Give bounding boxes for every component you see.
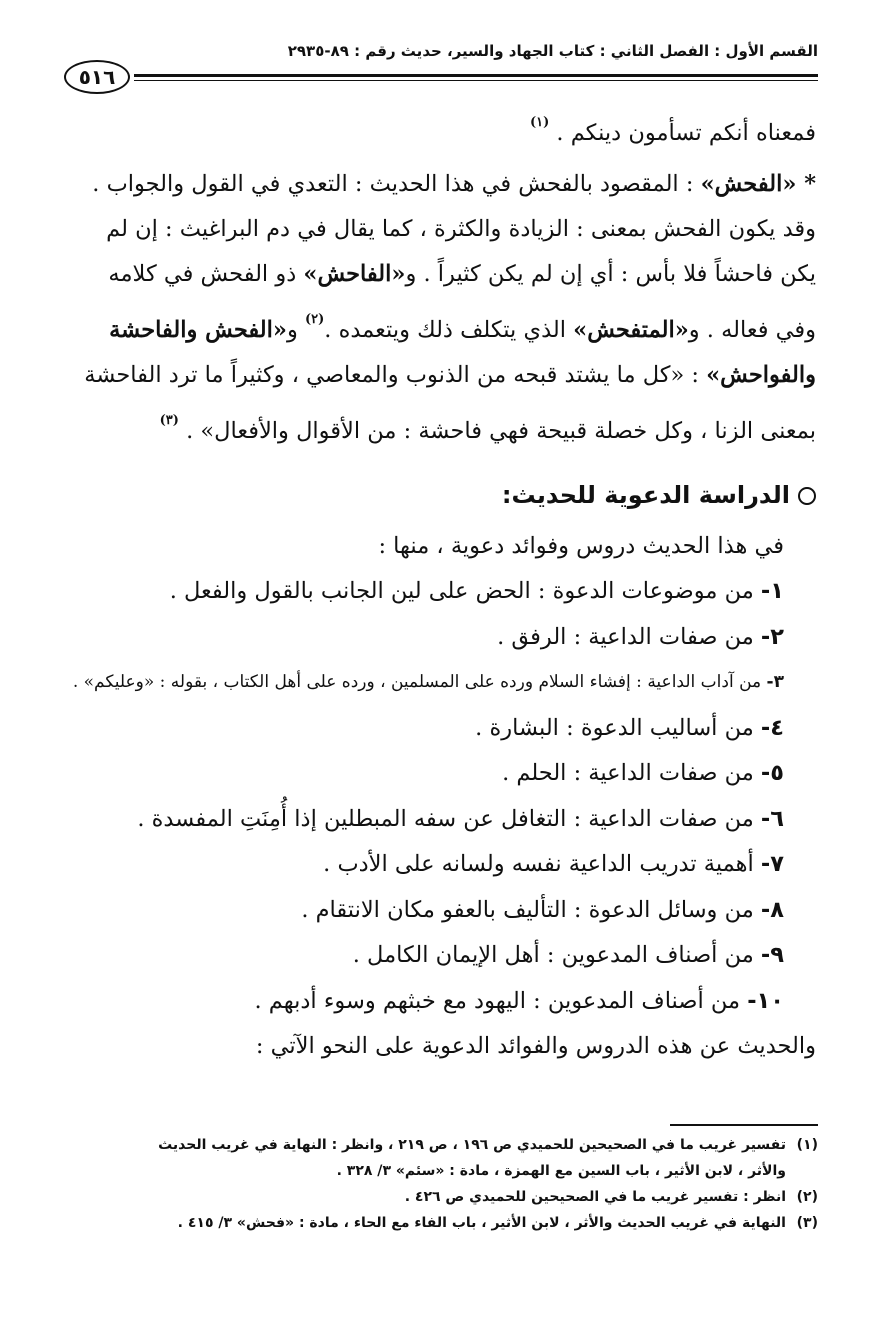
circle-bullet-icon	[798, 487, 816, 505]
footnote-2	[72, 1184, 818, 1210]
item-text: من أساليب الدعوة : البشارة .	[475, 714, 754, 741]
item-number: ١٠-	[747, 987, 784, 1014]
list-item	[70, 615, 784, 661]
item-number: ٧-	[760, 851, 784, 877]
main-text	[70, 100, 816, 1069]
section-heading-text: الدراسة الدعوية للحديث:	[501, 481, 790, 509]
item-number: ٢-	[760, 623, 784, 650]
definition-text: بمعنى الزنا ، وكل خصلة قبيحة فهي فاحشة : من الأقوال والأفعال» .	[186, 418, 816, 444]
definition-line-1	[70, 162, 816, 207]
item-number: ٣-	[766, 672, 784, 692]
footnote-text: انظر : تفسير غريب ما في الصحيحين للحميدي ص ٤٢٦ .	[404, 1189, 786, 1205]
definition-line-6	[70, 398, 816, 454]
section-heading	[70, 470, 816, 520]
definition-text: : «كل ما يشتد قبحه من الذنوب والمعاصي ، وكثيراً ما ترد الفاحشة	[84, 362, 707, 388]
section-intro: في هذا الحديث دروس وفوائد دعوية ، منها :	[378, 533, 784, 559]
definition-text: ذو الفحش في كلامه	[108, 261, 304, 287]
item-number: ٤-	[760, 714, 784, 741]
item-text: من آداب الداعية : إفشاء السلام ورده على المسلمين ، ورده على أهل الكتاب ، بقوله : «وعليكم» .	[72, 672, 762, 692]
item-number: ٨-	[760, 896, 784, 923]
footnote-ref-3: (٣)	[159, 413, 179, 428]
item-text: من موضوعات الدعوة : الحض على لين الجانب بالقول والفعل .	[169, 578, 754, 604]
section-outro: والحديث عن هذه الدروس والفوائد الدعوية على النحو الآتي :	[255, 1033, 816, 1059]
term-fuhsh-fahisha: «الفحش والفاحشة	[109, 317, 287, 343]
opening-line	[70, 100, 816, 156]
footnote-1-continued: والأثر ، لابن الأثير ، باب السين مع الهمزة ، مادة : «سئم» ٣/ ٣٢٨ .	[336, 1163, 786, 1179]
list-item	[70, 797, 784, 843]
definition-line-5	[70, 353, 816, 398]
footnote-mark: (٣)	[796, 1215, 818, 1231]
definition-text: يكن فاحشاً فلا بأس : أي إن لم يكن كثيراً . و	[405, 261, 816, 287]
page-number: ٥١٦	[64, 60, 130, 94]
term-mutafahhish: «المتفحش»	[573, 317, 689, 343]
item-number: ٩-	[760, 942, 784, 968]
running-header: القسم الأول : الفصل الثاني : كتاب الجهاد والسير، حديث رقم : ٨٩-٢٩٣٥	[287, 42, 818, 60]
header-rule	[134, 74, 818, 81]
footnote-3	[72, 1210, 818, 1236]
footnote-text: تفسير غريب ما في الصحيحين للحميدي ص ١٩٦ ، ص ٢١٩ ، وانظر : النهاية في غريب الحديث	[158, 1137, 786, 1153]
lessons-list	[70, 569, 816, 1024]
footnote-ref-1: (١)	[529, 115, 550, 130]
footnote-mark: (١)	[796, 1137, 818, 1153]
footnote-text: النهاية في غريب الحديث والأثر ، لابن الأثير ، باب الفاء مع الحاء ، مادة : «فحش» ٣/ ٤١٥ .	[177, 1215, 786, 1231]
footnote-ref-2: (٢)	[304, 312, 325, 327]
list-item	[70, 888, 784, 934]
definition-text: و	[286, 317, 305, 343]
item-text: من صفات الداعية : الحلم .	[502, 760, 754, 786]
item-text: من وسائل الدعوة : التأليف بالعفو مكان الانتقام .	[301, 896, 754, 923]
list-item	[70, 569, 784, 615]
item-text: من أصناف المدعوين : اليهود مع خبثهم وسوء أدبهم .	[254, 987, 741, 1014]
list-item	[70, 706, 784, 752]
item-text: من أصناف المدعوين : أهل الإيمان الكامل .	[352, 942, 754, 968]
definition-line-2: وقد يكون الفحش بمعنى : الزيادة والكثرة ، كما يقال في دم البراغيث : إن لم	[106, 216, 816, 242]
definition-text: : المقصود بالفحش في هذا الحديث : التعدي في القول والجواب .	[92, 171, 701, 197]
term-fuhsh: * «الفحش»	[700, 171, 816, 197]
list-item	[70, 933, 784, 979]
definition-text: الذي يتكلف ذلك ويتعمده .	[324, 317, 574, 343]
list-item	[70, 842, 784, 888]
definition-line-4	[70, 297, 816, 353]
item-text: من صفات الداعية : الرفق .	[497, 623, 754, 650]
item-number: ٥-	[760, 760, 784, 786]
item-number: ٦-	[760, 805, 784, 832]
footnote-1	[72, 1132, 818, 1158]
definition-paragraph	[70, 162, 816, 454]
term-fawahish: والفواحش»	[706, 362, 816, 388]
list-item	[70, 660, 784, 706]
item-text: أهمية تدريب الداعية نفسه ولسانه على الأدب .	[323, 851, 754, 877]
item-text: من صفات الداعية : التغافل عن سفه المبطلين إذا أُمِنَتِ المفسدة .	[137, 805, 754, 832]
list-item	[70, 979, 784, 1025]
footnotes	[72, 1132, 818, 1236]
footnote-rule	[670, 1124, 818, 1126]
definition-line-3	[70, 252, 816, 297]
footnote-mark: (٢)	[796, 1189, 818, 1205]
opening-text: فمعناه أنكم تسأمون دينكم .	[556, 120, 816, 146]
definition-text: وفي فعاله . و	[688, 317, 816, 343]
term-fahish: «الفاحش»	[303, 261, 406, 287]
item-number: ١-	[760, 578, 784, 604]
list-item	[70, 751, 784, 797]
